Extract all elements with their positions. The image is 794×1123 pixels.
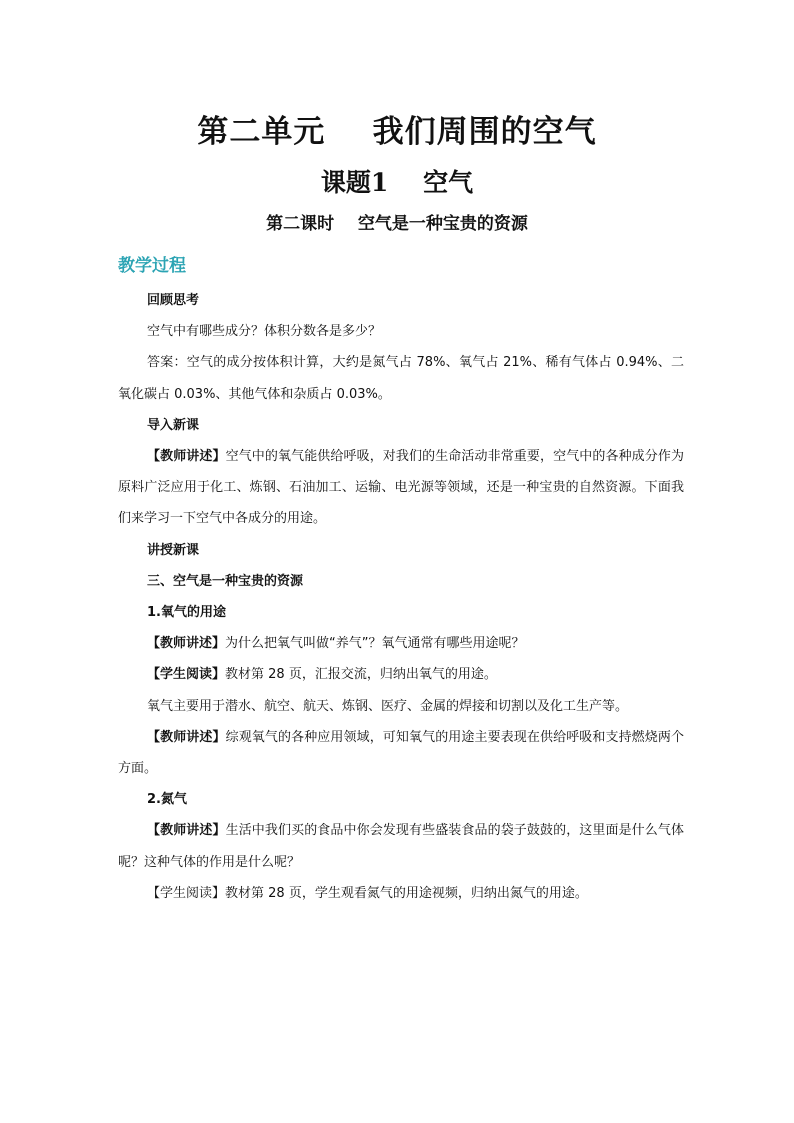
period-title: 第二课时 空气是一种宝贵的资源 — [266, 214, 528, 234]
unit-title: 第二单元 我们周围的空气 — [197, 114, 597, 150]
oxygen-teacher-text: 为什么把氧气叫做“养气”？氧气通常有哪些用途呢？ — [225, 636, 525, 652]
teacher-tag: 【教师讲述】 — [147, 823, 226, 839]
intro-heading: 导入新课 — [147, 417, 200, 433]
teacher-tag: 【教师讲述】 — [147, 636, 226, 652]
nitrogen-teacher-text: 生活中我们买的食品中你会发现有些盛装食品的袋子鼓鼓的，这里面是什么气体呢？这种气体的作用是什么呢？ — [118, 823, 684, 870]
lesson-title: 课题1 空气 — [320, 168, 474, 197]
review-answer: 答案：空气的成分按体积计算，大约是氮气占 78%、氧气占 21%、稀有气体占 0.94%、二氧化碳占 0.03%、其他气体和杂质占 0.03%。 — [118, 355, 684, 402]
nitrogen-student-text: 教材第 28 页，学生观看氮气的用途视频，归纳出氮气的用途。 — [225, 885, 588, 901]
student-tag: 【学生阅读】 — [147, 667, 226, 683]
oxygen-summary-paragraph — [118, 722, 684, 784]
new-lesson-heading: 讲授新课 — [147, 542, 200, 558]
body-text — [118, 285, 684, 909]
oxygen-summary-text: 综观氧气的各种应用领域，可知氧气的用途主要表现在供给呼吸和支持燃烧两个方面。 — [118, 729, 684, 777]
intro-paragraph — [118, 441, 684, 535]
teacher-tag: 【教师讲述】 — [147, 449, 226, 465]
oxygen-uses: 氧气主要用于潜水、航空、航天、炼钢、医疗、金属的焊接和切割以及化工生产等。 — [147, 698, 629, 714]
oxygen-student-text: 教材第 28 页，汇报交流，归纳出氧气的用途。 — [225, 667, 497, 683]
section-heading: 教学过程 — [118, 256, 186, 276]
nitrogen-student-paragraph — [118, 878, 684, 909]
review-question: 空气中有哪些成分？体积分数各是多少？ — [147, 324, 382, 340]
oxygen-student-paragraph — [118, 659, 684, 690]
review-heading: 回顾思考 — [147, 293, 200, 308]
new-lesson-subheading: 三、空气是一种宝贵的资源 — [147, 573, 304, 589]
student-tag: 【学生阅读】 — [147, 885, 226, 901]
teacher-tag: 【教师讲述】 — [147, 729, 226, 745]
oxygen-teacher-paragraph — [118, 628, 684, 659]
nitrogen-heading: 2.氮气 — [147, 792, 187, 808]
intro-text: 空气中的氧气能供给呼吸，对我们的生命活动非常重要，空气中的各种成分作为原料广泛应用于化工、炼钢、石油加工、运输、电光源等领域，还是一种宝贵的自然资源。下面我们来学习一下空气中各成分的用途。 — [118, 449, 684, 527]
oxygen-heading: 1.氧气的用途 — [147, 605, 226, 621]
nitrogen-teacher-paragraph — [118, 815, 684, 877]
